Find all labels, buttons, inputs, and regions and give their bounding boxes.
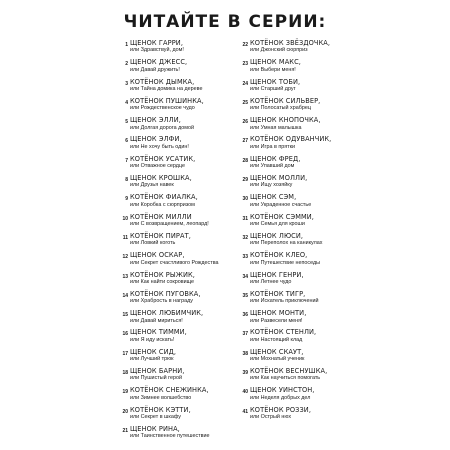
book-subtitle: или Полосатый храбрец [250, 105, 311, 112]
book-subtitle: или Настоящий клад [250, 336, 303, 343]
list-item-number: 30 [242, 196, 248, 203]
book-subtitle: или Как найти сокровище [130, 278, 194, 285]
book-title: КОТЁНОК ДЫМКА, [130, 77, 195, 86]
book-subtitle: или Таинственное путешествие [130, 433, 210, 440]
book-subtitle: или Друзья навек [130, 182, 174, 189]
list-item [238, 252, 418, 271]
list-item-number: 29 [242, 177, 248, 184]
book-subtitle: или Я иду искать! [130, 336, 175, 343]
page-title: ЧИТАЙТЕ В СЕРИИ: [123, 12, 327, 32]
list-item-number: 27 [242, 138, 248, 145]
book-subtitle: или Мохнатый ученик [250, 356, 305, 363]
book-title: КОТЁНОК КЛЕО, [250, 251, 308, 260]
list-item-number: 8 [125, 177, 128, 184]
list-item [238, 98, 418, 117]
book-title: ЩЕНОК УИНСТОН, [250, 386, 315, 395]
book-title: КОТЁНОК МИЛЛИ [130, 212, 192, 221]
book-title: КОТЁНОК РОЗЗИ, [250, 405, 312, 414]
list-item-number: 7 [125, 157, 128, 164]
book-subtitle: или Не хочу быть один! [130, 143, 189, 150]
list-item [238, 79, 418, 98]
book-subtitle: или Давай дружить! [130, 66, 180, 73]
list-item [238, 59, 418, 78]
list-item-number: 4 [125, 99, 128, 106]
list-item-number: 19 [122, 389, 128, 396]
book-subtitle: или Секрет в шкафу [130, 414, 181, 421]
book-subtitle: или Зимнее волшебство [130, 394, 192, 401]
book-title: КОТЁНОК ПУШИНКА, [130, 96, 204, 105]
book-subtitle: или Умная малышка [250, 124, 302, 131]
book-title: КОТЁНОК УСАТИК, [130, 154, 196, 163]
book-title: ЩЕНОК ЛЮСИ, [250, 231, 304, 240]
list-item [238, 272, 418, 291]
book-title: ЩЕНОК КРОШКА, [130, 174, 192, 183]
book-title: ЩЕНОК ЛЮБИМЧИК, [130, 309, 204, 318]
book-title: КОТЁНОК ФИАЛКА, [130, 193, 198, 202]
list-item-number: 14 [122, 292, 128, 299]
list-item-number: 25 [242, 99, 248, 106]
book-title: ЩЕНОК ГЕНРИ, [250, 270, 304, 279]
book-subtitle: или Пушистый герой [130, 375, 182, 382]
list-item [238, 349, 418, 368]
list-item-number: 10 [122, 215, 128, 222]
book-subtitle: или Джонский сюрприз [250, 47, 308, 54]
list-item-number: 26 [242, 119, 248, 126]
list-item-number: 9 [125, 196, 128, 203]
list-item [238, 194, 418, 213]
list-item-number: 17 [122, 350, 128, 357]
list-item-number: 23 [242, 61, 248, 68]
list-item-number: 3 [125, 80, 128, 87]
list-item-number: 34 [242, 273, 248, 280]
list-item-number: 15 [122, 312, 128, 319]
list-item-number: 16 [122, 331, 128, 338]
list-item-number: 11 [122, 234, 128, 241]
book-title: КОТЁНОК ПУГОВКА, [130, 289, 201, 298]
list-item-number: 33 [242, 254, 248, 261]
list-item [238, 407, 418, 426]
book-title: ЩЕНОК ТИММИ, [130, 328, 187, 337]
book-subtitle: или Летнее чудо [250, 278, 292, 285]
book-title: КОТЁНОК ЗВЁЗДОЧКА, [250, 39, 331, 47]
book-subtitle: или Здравствуй, дом! [130, 47, 184, 54]
list-item-number: 13 [122, 273, 128, 280]
book-title: КОТЁНОК СТЕНЛИ, [250, 328, 317, 337]
book-title: ЩЕНОК МОЛЛИ, [250, 174, 308, 183]
book-title: КОТЁНОК ПИРАТ, [130, 231, 191, 240]
book-subtitle: или Переполох на каникулах [250, 240, 323, 247]
book-title: КОТЁНОК КЭТТИ, [130, 405, 191, 414]
series-list-right [238, 40, 418, 426]
list-item-number: 1 [125, 42, 128, 48]
book-subtitle: или Острый нюх [250, 414, 292, 421]
list-item-number: 28 [242, 157, 248, 164]
list-item-number: 2 [125, 61, 128, 68]
book-subtitle: или Упавший дом [250, 163, 295, 170]
list-item-number: 36 [242, 312, 248, 319]
list-item [238, 310, 418, 329]
book-subtitle: или Семья для кроши [250, 221, 305, 228]
list-item [238, 329, 418, 348]
book-subtitle: или Отважное сердце [130, 163, 185, 170]
book-subtitle: или Секрет счастливого Рождества [130, 259, 219, 266]
list-item [238, 156, 418, 175]
book-subtitle: или С возвращением, леопард! [130, 221, 209, 228]
book-title: ЩЕНОК РИНА, [130, 424, 180, 433]
book-title: ЩЕНОК МАКС, [250, 58, 301, 67]
book-subtitle: или Лучший трюк [130, 356, 174, 363]
book-title: ЩЕНОК СИД, [130, 347, 177, 356]
book-subtitle: или Давай мириться! [130, 317, 183, 324]
list-item-number: 22 [242, 42, 248, 48]
book-subtitle: или Храбрость в награду [130, 298, 193, 305]
book-title: ЩЕНОК БАРНИ, [130, 367, 185, 376]
book-subtitle: или Как научиться помогать [250, 375, 321, 382]
list-item [238, 136, 418, 155]
book-title: КОТЁНОК СЭММИ, [250, 212, 315, 221]
list-item-number: 18 [122, 370, 128, 377]
book-title: ЩЕНОК ЭЛФИ, [130, 135, 182, 144]
book-subtitle: или Путешествие непоседы [250, 259, 320, 266]
book-title: КОТЁНОК РЫЖИК, [130, 270, 195, 279]
book-title: ЩЕНОК ФРЕД, [250, 154, 301, 163]
book-subtitle: или Украденное счастье [250, 201, 312, 208]
book-title: ЩЕНОК ЭЛЛИ, [130, 116, 181, 125]
list-item-number: 5 [125, 119, 128, 126]
list-item-number: 39 [242, 370, 248, 377]
book-title: ЩЕНОК ДЖЕСС, [130, 58, 188, 67]
list-item-number: 20 [122, 408, 128, 415]
book-title: ЩЕНОК ГАРРИ, [130, 39, 184, 47]
list-item [238, 175, 418, 194]
book-subtitle: или Ловкий коготь [130, 240, 176, 247]
list-item [238, 40, 418, 59]
book-subtitle: или Долгая дорога домой [130, 124, 195, 131]
list-item-number: 12 [122, 254, 128, 261]
book-title: КОТЁНОК ТИГР, [250, 289, 306, 298]
book-subtitle: или Неделя добрых дел [250, 394, 311, 401]
book-title: КОТЁНОК СНЕЖИНКА, [130, 386, 209, 395]
list-item [238, 387, 418, 406]
list-item-number: 40 [242, 389, 248, 396]
list-item-number: 41 [242, 408, 248, 415]
list-item-number: 32 [242, 234, 248, 241]
book-subtitle: или Игра в прятки [250, 143, 295, 150]
book-title: ЩЕНОК ОСКАР, [130, 251, 185, 260]
book-subtitle: или Рождественское чудо [130, 105, 195, 112]
book-title: ЩЕНОК ТОБИ, [250, 77, 301, 86]
list-item [238, 214, 418, 233]
book-title: КОТЁНОК ОДУВАНЧИК, [250, 135, 332, 144]
book-subtitle: или Тайна домика на дереве [130, 86, 203, 92]
list-item [238, 117, 418, 136]
book-subtitle: или Старший друг [250, 86, 296, 92]
book-title: КОТЁНОК ВЕСНУШКА, [250, 367, 328, 376]
book-subtitle: или Коробка с сюрпризом [130, 201, 195, 208]
book-subtitle: или Искатель приключений [250, 298, 319, 305]
book-title: ЩЕНОК СЭМ, [250, 193, 297, 202]
book-title: КОТЁНОК СИЛЬВЕР, [250, 96, 321, 105]
book-subtitle: или Ищу хозяйку [250, 182, 293, 189]
list-item-number: 21 [122, 427, 128, 434]
list-item [118, 426, 298, 445]
list-item [238, 291, 418, 310]
book-title: ЩЕНОК СКАУТ, [250, 347, 304, 356]
book-title: ЩЕНОК КНОПОЧКА, [250, 116, 321, 125]
list-item-number: 38 [242, 350, 248, 357]
list-item-number: 31 [242, 215, 248, 222]
list-item-number: 6 [125, 138, 128, 145]
list-item [238, 368, 418, 387]
list-item [238, 233, 418, 252]
book-subtitle: или Выбери меня! [250, 66, 296, 73]
list-item-number: 35 [242, 292, 248, 299]
list-item-number: 37 [242, 331, 248, 338]
book-subtitle: или Развесели меня! [250, 317, 303, 324]
book-title: ЩЕНОК МОНТИ, [250, 309, 307, 318]
list-item-number: 24 [242, 80, 248, 87]
